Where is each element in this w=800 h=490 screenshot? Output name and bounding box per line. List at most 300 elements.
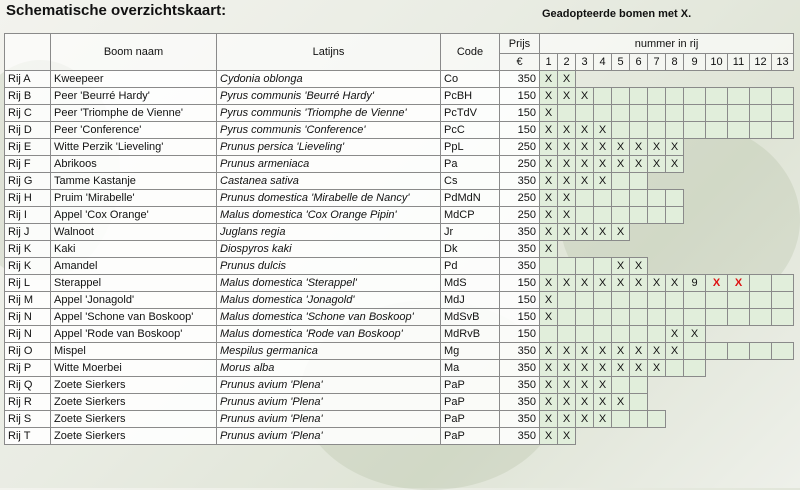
tree-code: MdS [441, 275, 500, 292]
position-cell: X [594, 122, 612, 139]
tree-price: 150 [500, 292, 540, 309]
header-code: Code [441, 34, 500, 71]
tree-price: 350 [500, 241, 540, 258]
no-position [630, 241, 648, 258]
tree-price: 150 [500, 122, 540, 139]
position-cell: X [630, 139, 648, 156]
no-position [684, 377, 706, 394]
latin-name: Prunus armeniaca [217, 156, 441, 173]
position-cell [666, 360, 684, 377]
no-position [706, 394, 728, 411]
no-position [706, 156, 728, 173]
position-cell: X [558, 411, 576, 428]
position-cell: X [540, 173, 558, 190]
position-cell: X [594, 275, 612, 292]
table-row [5, 190, 794, 207]
no-position [612, 428, 630, 445]
tree-code: PcC [441, 122, 500, 139]
no-position [750, 207, 772, 224]
row-label: Rij T [5, 428, 51, 445]
latin-name: Juglans regia [217, 224, 441, 241]
no-position [648, 173, 666, 190]
position-cell: X [540, 190, 558, 207]
position-cell [750, 292, 772, 309]
position-cell [594, 190, 612, 207]
latin-name: Prunus domestica 'Mirabelle de Nancy' [217, 190, 441, 207]
position-cell: X [576, 139, 594, 156]
no-position [728, 173, 750, 190]
header-number: 13 [772, 54, 794, 71]
position-cell: X [576, 173, 594, 190]
position-cell: X [576, 275, 594, 292]
position-cell: X [706, 275, 728, 292]
position-cell [558, 309, 576, 326]
tree-price: 350 [500, 224, 540, 241]
position-cell [612, 207, 630, 224]
tree-code: PaP [441, 377, 500, 394]
header-number: 9 [684, 54, 706, 71]
no-position [558, 241, 576, 258]
position-cell: X [728, 275, 750, 292]
position-cell [666, 122, 684, 139]
position-cell: X [540, 156, 558, 173]
position-cell: X [576, 224, 594, 241]
tree-code: PaP [441, 428, 500, 445]
position-cell [558, 105, 576, 122]
position-cell [728, 122, 750, 139]
tree-price: 250 [500, 139, 540, 156]
no-position [630, 71, 648, 88]
tree-name: Witte Moerbei [51, 360, 217, 377]
position-cell: X [684, 326, 706, 343]
position-cell [630, 105, 648, 122]
position-cell [594, 326, 612, 343]
position-cell [772, 309, 794, 326]
no-position [772, 224, 794, 241]
no-position [728, 71, 750, 88]
position-cell [630, 88, 648, 105]
row-label: Rij C [5, 105, 51, 122]
no-position [666, 428, 684, 445]
no-position [750, 190, 772, 207]
header-number: 6 [630, 54, 648, 71]
table-row [5, 377, 794, 394]
no-position [630, 224, 648, 241]
no-position [706, 360, 728, 377]
position-cell: X [576, 394, 594, 411]
no-position [706, 190, 728, 207]
position-cell: X [558, 173, 576, 190]
position-cell: X [558, 139, 576, 156]
position-cell: X [576, 156, 594, 173]
latin-name: Prunus persica 'Lieveling' [217, 139, 441, 156]
no-position [772, 360, 794, 377]
tree-code: Mg [441, 343, 500, 360]
no-position [750, 428, 772, 445]
no-position [728, 207, 750, 224]
tree-code: MdRvB [441, 326, 500, 343]
position-cell [666, 88, 684, 105]
tree-price: 350 [500, 411, 540, 428]
position-cell: X [630, 360, 648, 377]
latin-name: Cydonia oblonga [217, 71, 441, 88]
no-position [576, 71, 594, 88]
position-cell: X [666, 139, 684, 156]
no-position [684, 428, 706, 445]
position-cell: X [540, 105, 558, 122]
no-position [594, 428, 612, 445]
position-cell: X [612, 224, 630, 241]
position-cell [612, 88, 630, 105]
tree-price: 150 [500, 309, 540, 326]
position-cell [594, 292, 612, 309]
no-position [648, 377, 666, 394]
position-cell [666, 309, 684, 326]
latin-name: Malus domestica 'Cox Orange Pipin' [217, 207, 441, 224]
tree-code: Dk [441, 241, 500, 258]
position-cell: X [648, 275, 666, 292]
no-position [772, 190, 794, 207]
row-label: Rij B [5, 88, 51, 105]
tree-name: Appel 'Cox Orange' [51, 207, 217, 224]
tree-price: 350 [500, 360, 540, 377]
header-boom-naam: Boom naam [51, 34, 217, 71]
row-label: Rij P [5, 360, 51, 377]
position-cell [728, 292, 750, 309]
position-cell: X [594, 173, 612, 190]
position-cell [648, 207, 666, 224]
header-number: 1 [540, 54, 558, 71]
latin-name: Malus domestica 'Rode van Boskoop' [217, 326, 441, 343]
no-position [750, 156, 772, 173]
position-cell [612, 292, 630, 309]
position-cell: X [648, 156, 666, 173]
no-position [728, 241, 750, 258]
table-row [5, 122, 794, 139]
position-cell [706, 309, 728, 326]
no-position [750, 411, 772, 428]
position-cell: X [558, 190, 576, 207]
table-row [5, 428, 794, 445]
position-cell [772, 105, 794, 122]
tree-price: 350 [500, 394, 540, 411]
position-cell [666, 190, 684, 207]
no-position [706, 428, 728, 445]
position-cell [612, 122, 630, 139]
tree-code: PcBH [441, 88, 500, 105]
position-cell: X [576, 411, 594, 428]
tree-price: 150 [500, 105, 540, 122]
table-row [5, 292, 794, 309]
position-cell [684, 88, 706, 105]
position-cell [728, 343, 750, 360]
position-cell: X [558, 428, 576, 445]
no-position [648, 224, 666, 241]
position-cell: X [666, 156, 684, 173]
position-cell: X [648, 343, 666, 360]
header-number: 5 [612, 54, 630, 71]
position-cell: X [540, 122, 558, 139]
tree-name: Peer 'Conference' [51, 122, 217, 139]
position-cell: X [558, 71, 576, 88]
no-position [750, 139, 772, 156]
position-cell: X [576, 343, 594, 360]
no-position [772, 326, 794, 343]
position-cell [594, 258, 612, 275]
row-label: Rij L [5, 275, 51, 292]
position-cell: X [594, 156, 612, 173]
position-cell [612, 190, 630, 207]
position-cell [612, 411, 630, 428]
position-cell: X [576, 88, 594, 105]
latin-name: Prunus avium 'Plena' [217, 377, 441, 394]
table-row [5, 88, 794, 105]
position-cell [630, 377, 648, 394]
tree-code: PdMdN [441, 190, 500, 207]
table-row [5, 224, 794, 241]
page-subtitle: Geadopteerde bomen met X. [542, 8, 692, 20]
no-position [684, 190, 706, 207]
position-cell [750, 88, 772, 105]
row-label: Rij O [5, 343, 51, 360]
tree-name: Walnoot [51, 224, 217, 241]
position-cell: X [540, 377, 558, 394]
no-position [612, 241, 630, 258]
no-position [594, 241, 612, 258]
tree-code: PpL [441, 139, 500, 156]
position-cell [648, 411, 666, 428]
position-cell [612, 173, 630, 190]
tree-name: Tamme Kastanje [51, 173, 217, 190]
latin-name: Pyrus communis 'Beurré Hardy' [217, 88, 441, 105]
row-label: Rij H [5, 190, 51, 207]
row-label: Rij M [5, 292, 51, 309]
row-label: Rij K [5, 241, 51, 258]
no-position [772, 156, 794, 173]
table-row [5, 139, 794, 156]
position-cell: X [612, 156, 630, 173]
no-position [728, 394, 750, 411]
tree-name: Kaki [51, 241, 217, 258]
no-position [706, 139, 728, 156]
no-position [750, 326, 772, 343]
row-label: Rij S [5, 411, 51, 428]
position-cell: X [540, 292, 558, 309]
tree-code: Co [441, 71, 500, 88]
no-position [684, 411, 706, 428]
no-position [706, 326, 728, 343]
position-cell: X [630, 258, 648, 275]
position-cell: X [666, 326, 684, 343]
no-position [728, 326, 750, 343]
position-cell [630, 122, 648, 139]
no-position [772, 71, 794, 88]
header-number: 12 [750, 54, 772, 71]
no-position [648, 394, 666, 411]
no-position [684, 71, 706, 88]
tree-code: Pa [441, 156, 500, 173]
position-cell [612, 309, 630, 326]
position-cell [540, 326, 558, 343]
latin-name: Mespilus germanica [217, 343, 441, 360]
no-position [706, 224, 728, 241]
header-prijs-unit: € [500, 54, 540, 71]
header-number: 7 [648, 54, 666, 71]
position-cell: X [540, 139, 558, 156]
table-row [5, 411, 794, 428]
position-cell: X [612, 360, 630, 377]
latin-name: Prunus dulcis [217, 258, 441, 275]
position-cell [772, 292, 794, 309]
header-number: 3 [576, 54, 594, 71]
tree-price: 150 [500, 326, 540, 343]
position-cell: X [558, 207, 576, 224]
position-cell: X [558, 122, 576, 139]
position-cell: X [594, 360, 612, 377]
table-row [5, 275, 794, 292]
header-number: 4 [594, 54, 612, 71]
table-row [5, 241, 794, 258]
row-label: Rij I [5, 207, 51, 224]
position-cell [772, 275, 794, 292]
position-cell: X [612, 275, 630, 292]
no-position [728, 224, 750, 241]
tree-price: 350 [500, 377, 540, 394]
no-position [706, 207, 728, 224]
table-row [5, 309, 794, 326]
position-cell: X [594, 377, 612, 394]
position-cell [576, 105, 594, 122]
position-cell: X [594, 411, 612, 428]
position-cell [666, 105, 684, 122]
position-cell [630, 292, 648, 309]
position-cell [666, 292, 684, 309]
latin-name: Prunus avium 'Plena' [217, 428, 441, 445]
no-position [684, 258, 706, 275]
no-position [576, 241, 594, 258]
no-position [666, 173, 684, 190]
position-cell: X [576, 360, 594, 377]
position-cell [558, 326, 576, 343]
position-cell [684, 292, 706, 309]
latin-name: Morus alba [217, 360, 441, 377]
position-cell [648, 88, 666, 105]
position-cell [648, 190, 666, 207]
no-position [648, 71, 666, 88]
header-rij [5, 34, 51, 71]
position-cell [706, 292, 728, 309]
row-label: Rij J [5, 224, 51, 241]
no-position [684, 394, 706, 411]
position-cell: X [576, 122, 594, 139]
no-position [728, 156, 750, 173]
position-cell: X [630, 275, 648, 292]
latin-name: Diospyros kaki [217, 241, 441, 258]
position-cell [630, 190, 648, 207]
page-title: Schematische overzichtskaart: [6, 2, 227, 19]
no-position [772, 173, 794, 190]
tree-price: 350 [500, 428, 540, 445]
no-position [666, 71, 684, 88]
position-cell [750, 309, 772, 326]
table-row [5, 71, 794, 88]
position-cell: X [540, 428, 558, 445]
position-cell [750, 275, 772, 292]
position-cell [750, 343, 772, 360]
tree-name: Sterappel [51, 275, 217, 292]
no-position [706, 71, 728, 88]
no-position [706, 258, 728, 275]
no-position [648, 241, 666, 258]
latin-name: Pyrus communis 'Triomphe de Vienne' [217, 105, 441, 122]
position-cell: X [612, 258, 630, 275]
position-cell: X [666, 275, 684, 292]
tree-code: PaP [441, 411, 500, 428]
no-position [706, 377, 728, 394]
table-row [5, 156, 794, 173]
position-cell [576, 292, 594, 309]
row-label: Rij D [5, 122, 51, 139]
position-cell: X [540, 275, 558, 292]
no-position [728, 428, 750, 445]
no-position [750, 377, 772, 394]
position-cell [684, 343, 706, 360]
position-cell [630, 207, 648, 224]
position-cell: X [612, 139, 630, 156]
tree-name: Zoete Sierkers [51, 411, 217, 428]
position-cell [612, 326, 630, 343]
position-cell [558, 292, 576, 309]
position-cell: X [540, 394, 558, 411]
position-cell [630, 394, 648, 411]
position-cell [750, 122, 772, 139]
row-label: Rij G [5, 173, 51, 190]
position-cell [558, 258, 576, 275]
no-position [666, 377, 684, 394]
position-cell [594, 105, 612, 122]
tree-code: MdCP [441, 207, 500, 224]
position-cell [684, 309, 706, 326]
tree-name: Peer 'Beurré Hardy' [51, 88, 217, 105]
tree-price: 350 [500, 173, 540, 190]
no-position [684, 156, 706, 173]
no-position [666, 224, 684, 241]
no-position [666, 241, 684, 258]
no-position [772, 241, 794, 258]
position-cell [648, 309, 666, 326]
tree-code: PcTdV [441, 105, 500, 122]
position-cell [576, 207, 594, 224]
no-position [684, 173, 706, 190]
table-row [5, 343, 794, 360]
position-cell [750, 105, 772, 122]
tree-name: Witte Perzik 'Lieveling' [51, 139, 217, 156]
no-position [684, 224, 706, 241]
no-position [706, 411, 728, 428]
position-cell [684, 360, 706, 377]
position-cell [648, 105, 666, 122]
tree-name: Mispel [51, 343, 217, 360]
no-position [750, 71, 772, 88]
no-position [630, 428, 648, 445]
table-row [5, 394, 794, 411]
no-position [612, 71, 630, 88]
position-cell [594, 88, 612, 105]
no-position [666, 411, 684, 428]
header-number: 8 [666, 54, 684, 71]
no-position [728, 258, 750, 275]
header-number: 10 [706, 54, 728, 71]
